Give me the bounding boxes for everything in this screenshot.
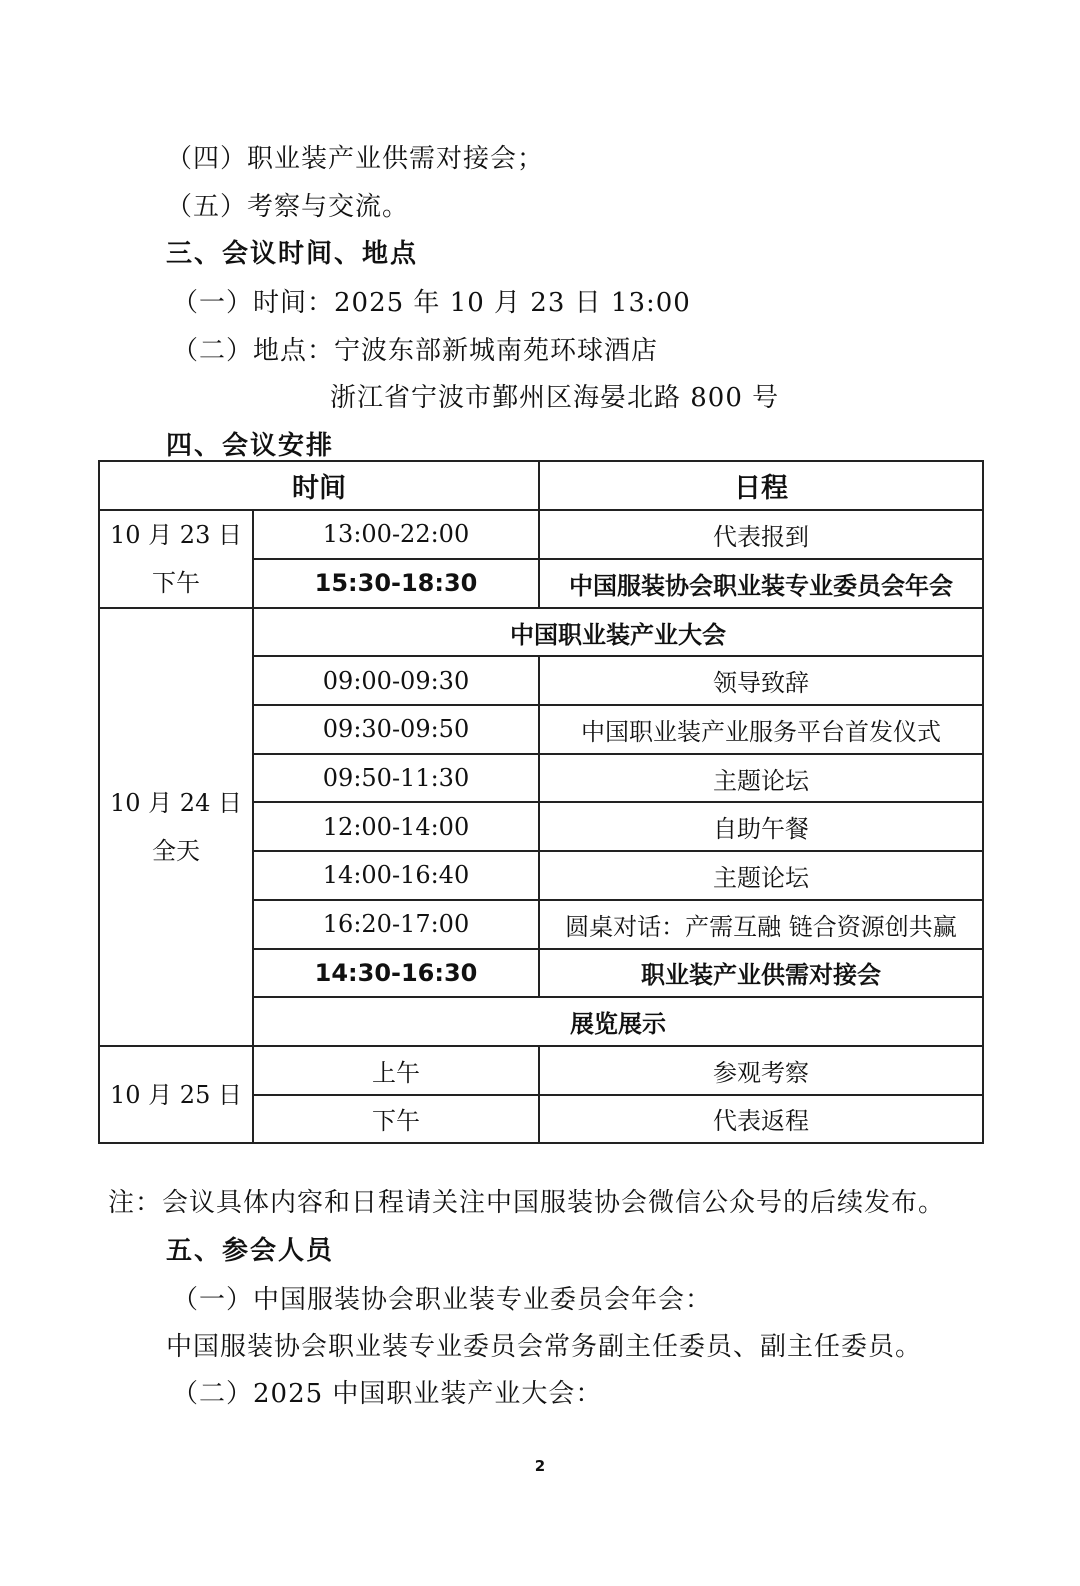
event-cell: 中国服装协会职业装专业委员会年会 xyxy=(539,559,983,608)
event-cell: 代表报到 xyxy=(539,510,983,559)
time-cell: 09:00-09:30 xyxy=(253,656,539,705)
event-cell: 中国职业装产业服务平台首发仪式 xyxy=(539,705,983,754)
time-cell: 12:00-14:00 xyxy=(253,802,539,851)
table-row xyxy=(99,1046,983,1095)
schedule-table xyxy=(98,460,984,1144)
event-cell: 参观考察 xyxy=(539,1046,983,1095)
section-3-heading: 三、会议时间、地点 xyxy=(166,239,419,269)
time-cell: 上午 xyxy=(253,1046,539,1095)
time-cell: 14:30-16:30 xyxy=(253,949,539,998)
day1-period: 下午 xyxy=(152,568,200,597)
event-cell: 圆桌对话：产需互融 链合资源创共赢 xyxy=(539,900,983,949)
header-time: 时间 xyxy=(99,461,539,510)
note-text: 注：会议具体内容和日程请关注中国服装协会微信公众号的后续发布。 xyxy=(108,1188,946,1218)
time-cell: 13:00-22:00 xyxy=(253,510,539,559)
day3-date: 10 月 25 日 xyxy=(110,1080,242,1109)
meeting-place: （二）地点：宁波东部新城南苑环球酒店 xyxy=(172,336,659,366)
event-cell: 自助午餐 xyxy=(539,802,983,851)
day2-period: 全天 xyxy=(152,836,200,865)
time-cell: 15:30-18:30 xyxy=(253,559,539,608)
section-4-heading: 四、会议安排 xyxy=(166,431,335,461)
meeting-time: （一）时间：2025 年 10 月 23 日 13:00 xyxy=(172,288,691,318)
time-cell: 14:00-16:40 xyxy=(253,851,539,900)
event-cell: 主题论坛 xyxy=(539,754,983,803)
time-cell: 下午 xyxy=(253,1095,539,1144)
agenda-item-4: （四）职业装产业供需对接会； xyxy=(166,144,545,174)
event-cell: 职业装产业供需对接会 xyxy=(539,949,983,998)
event-cell: 领导致辞 xyxy=(539,656,983,705)
day2-date-cell xyxy=(99,608,253,1046)
header-schedule: 日程 xyxy=(539,461,983,510)
agenda-item-5: （五）考察与交流。 xyxy=(166,192,410,222)
time-cell: 16:20-17:00 xyxy=(253,900,539,949)
day1-date-cell xyxy=(99,510,253,608)
participants-part-1: （一）中国服装协会职业装专业委员会年会： xyxy=(172,1285,713,1315)
time-cell: 09:30-09:50 xyxy=(253,705,539,754)
day1-date: 10 月 23 日 xyxy=(110,520,242,549)
meeting-address: 浙江省宁波市鄞州区海晏北路 800 号 xyxy=(330,383,780,413)
page-number: 2 xyxy=(534,1457,546,1475)
table-header-row xyxy=(99,461,983,510)
section-5-heading: 五、参会人员 xyxy=(166,1236,335,1266)
day2-title: 中国职业装产业大会 xyxy=(253,608,983,657)
day3-date-cell xyxy=(99,1046,253,1143)
day2-date: 10 月 24 日 xyxy=(110,788,242,817)
day2-exhibit: 展览展示 xyxy=(253,997,983,1046)
time-cell: 09:50-11:30 xyxy=(253,754,539,803)
table-row xyxy=(99,608,983,657)
participants-part-1-desc: 中国服装协会职业装专业委员会常务副主任委员、副主任委员。 xyxy=(166,1332,923,1362)
participants-part-2: （二）2025 中国职业装产业大会： xyxy=(172,1379,603,1409)
event-cell: 主题论坛 xyxy=(539,851,983,900)
event-cell: 代表返程 xyxy=(539,1095,983,1144)
table-row xyxy=(99,510,983,559)
